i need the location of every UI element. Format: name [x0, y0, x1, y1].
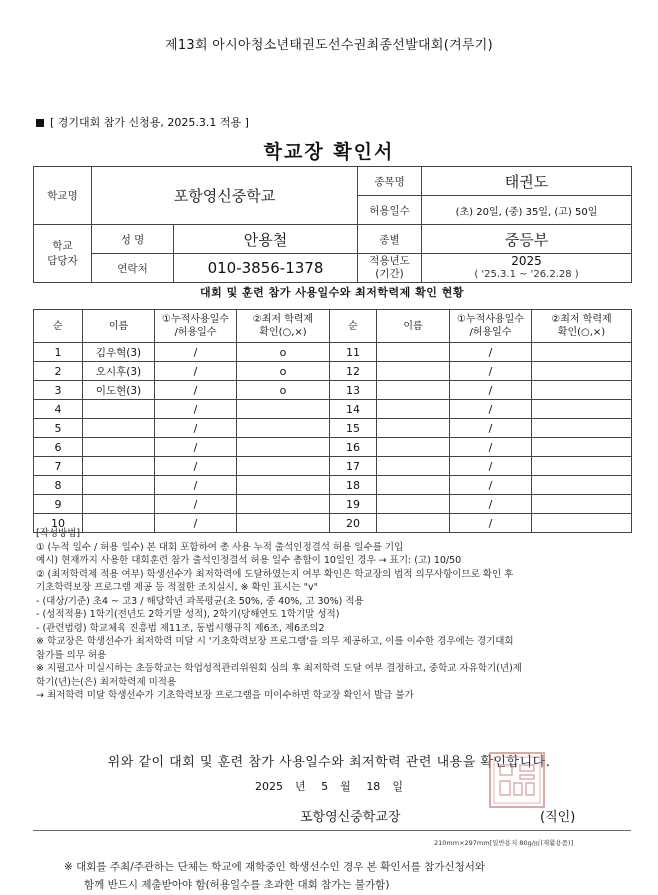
note-line: 기초학력보장 프로그램 제공 등 적절한 조치실시, ※ 확인 표시는 "v": [36, 582, 318, 593]
principal-name: 포항영신중학교장: [300, 810, 401, 825]
allowed-days-value: (초) 20일, (중) 35일, (고) 50일: [422, 196, 632, 225]
row-name: 김우혁(3): [83, 343, 155, 362]
row-min: o: [237, 362, 330, 381]
official-seal-icon: [488, 751, 546, 809]
header-name: 이름: [83, 310, 155, 343]
row-name: [377, 400, 450, 419]
header-days: ①누적사용일수 /허용일수: [450, 310, 532, 343]
row-name: [83, 400, 155, 419]
date-line: [0, 778, 658, 794]
date-year: 2025: [255, 780, 284, 793]
date-day-unit: 일: [392, 780, 403, 793]
row-min: [237, 457, 330, 476]
row-no: 7: [34, 457, 83, 476]
row-days: /: [450, 514, 532, 533]
row-no: 6: [34, 438, 83, 457]
row-min: [237, 476, 330, 495]
table-row: [34, 457, 632, 476]
table-row: [34, 438, 632, 457]
table-row: [34, 362, 632, 381]
row-days: /: [450, 362, 532, 381]
row-days: /: [450, 343, 532, 362]
date-month: 5: [321, 780, 329, 793]
note-line: [작성방법]: [36, 528, 81, 539]
note-line: 학기(년)는(은) 최저학력제 미적용: [36, 676, 177, 688]
row-name: 오시후(3): [83, 362, 155, 381]
writing-instructions: [36, 527, 636, 703]
row-min: o: [237, 381, 330, 400]
event-title: 제13회 아시아청소년태권도선수권최종선발대회(겨루기): [164, 38, 494, 53]
row-name: [377, 476, 450, 495]
row-name: [377, 381, 450, 400]
row-no: 5: [34, 419, 83, 438]
row-days: /: [155, 419, 237, 438]
paper-spec-note: 210mm×297mm[일반용지 80g/㎡(재활용품)]: [434, 839, 574, 847]
row-name: [377, 457, 450, 476]
row-days: /: [155, 362, 237, 381]
contact-label: 연락처: [92, 254, 174, 283]
row-no: 17: [330, 457, 377, 476]
table-row: [34, 476, 632, 495]
date-month-unit: 월: [340, 780, 351, 793]
row-name: [377, 362, 450, 381]
row-no: 20: [330, 514, 377, 533]
row-min: [237, 438, 330, 457]
row-name: [377, 495, 450, 514]
row-days: /: [155, 438, 237, 457]
row-name: [83, 438, 155, 457]
row-days: /: [155, 495, 237, 514]
sport-label: 종목명: [358, 167, 422, 196]
note-line: 참가를 의무 허용: [36, 649, 107, 661]
row-min: [237, 419, 330, 438]
square-bullet-icon: [36, 119, 44, 127]
row-name: [83, 419, 155, 438]
row-no: 2: [34, 362, 83, 381]
document-title: 학교장 확인서: [263, 141, 395, 163]
header-name: 이름: [377, 310, 450, 343]
footer-line: 함께 반드시 제출받아야 함(허용일수를 초과한 대회 참가는 불가함): [84, 879, 390, 891]
table-row: [34, 400, 632, 419]
row-no: 4: [34, 400, 83, 419]
header-no: 순: [34, 310, 83, 343]
note-line: - (대상/기준) 초4 ~ 고3 / 해당학년 과목평균(초 50%, 중 40%, 고 30%) 적용: [36, 595, 364, 607]
manager-label: 학교 담당자: [34, 225, 92, 283]
row-days: /: [155, 476, 237, 495]
row-days: /: [155, 343, 237, 362]
row-min: [237, 400, 330, 419]
row-no: 15: [330, 419, 377, 438]
row-no: 1: [34, 343, 83, 362]
row-no: 18: [330, 476, 377, 495]
footer-note: [64, 858, 485, 894]
note-line: → 최저학력 미달 학생선수가 기초학력보장 프로그램을 미이수하면 학교장 확인서 발급 불가: [36, 690, 414, 701]
header-no: 순: [330, 310, 377, 343]
row-name: 이도현(3): [83, 381, 155, 400]
row-days: /: [155, 457, 237, 476]
row-name: [377, 438, 450, 457]
row-min: [532, 343, 632, 362]
status-title: 대회 및 훈련 참가 사용일수와 최저학력제 확인 현황: [200, 286, 464, 299]
table-row: [34, 419, 632, 438]
row-name: [83, 495, 155, 514]
row-days: /: [450, 457, 532, 476]
row-no: 12: [330, 362, 377, 381]
header-days: ①누적사용일수 /허용일수: [155, 310, 237, 343]
row-min: [532, 419, 632, 438]
row-name: [377, 419, 450, 438]
row-no: 19: [330, 495, 377, 514]
row-name: [83, 457, 155, 476]
table-row: [34, 381, 632, 400]
school-name: 포항영신중학교: [92, 167, 358, 225]
note-line: - (관련법령) 학교체육 진흥법 제11조, 동법시행규칙 제6조, 제6조의2: [36, 622, 325, 634]
divider: [33, 830, 631, 831]
row-no: 14: [330, 400, 377, 419]
school-label: 학교명: [34, 167, 92, 225]
confirmation-statement: 위와 같이 대회 및 훈련 참가 사용일수와 최저학력 관련 내용을 확인합니다.: [107, 755, 551, 770]
row-min: [532, 457, 632, 476]
row-no: 10: [34, 514, 83, 533]
note-line: 예시) 현재까지 사용한 대회훈련 참가 출석인정결석 허용 일수 총합이 10일인 경우 → 표기: (고) 10/50: [36, 555, 462, 566]
row-days: /: [450, 419, 532, 438]
row-no: 11: [330, 343, 377, 362]
row-days: /: [450, 495, 532, 514]
row-min: [532, 495, 632, 514]
header-min: ②최저 학력제 확인(○,×): [532, 310, 632, 343]
row-no: 13: [330, 381, 377, 400]
status-grid: [33, 309, 632, 533]
row-days: /: [155, 400, 237, 419]
row-name: [83, 476, 155, 495]
row-name: [377, 343, 450, 362]
date-day: 18: [366, 780, 381, 793]
seal-label: (직인): [540, 810, 576, 825]
table-row: [34, 343, 632, 362]
row-min: [532, 362, 632, 381]
form-note-text: [ 경기대회 참가 신청용, 2025.3.1 적용 ]: [50, 116, 249, 129]
row-days: /: [450, 381, 532, 400]
row-days: /: [450, 438, 532, 457]
row-min: [532, 400, 632, 419]
note-line: - (성적적용) 1학기(전년도 2학기말 성적), 2학기(당해연도 1학기말 성적): [36, 609, 340, 620]
allowed-days-label: 허용일수: [358, 196, 422, 225]
row-no: 8: [34, 476, 83, 495]
contact-value: 010-3856-1378: [174, 254, 358, 283]
row-no: 9: [34, 495, 83, 514]
row-min: o: [237, 343, 330, 362]
name-label: 성 명: [92, 225, 174, 254]
year-cell: [422, 254, 632, 283]
row-min: [532, 381, 632, 400]
header-min: ②최저 학력제 확인(○,×): [237, 310, 330, 343]
row-days: /: [450, 476, 532, 495]
year-label: 적용년도 (기간): [358, 254, 422, 283]
row-days: /: [155, 381, 237, 400]
name-value: 안용철: [174, 225, 358, 254]
form-note: [36, 114, 249, 130]
note-line: ※ 학교장은 학생선수가 최저학력 미달 시 '기초학력보장 프로그램'을 의무 제공하고, 이를 이수한 경우에는 경기대회: [36, 636, 514, 647]
row-days: /: [450, 400, 532, 419]
sport-value: 태권도: [422, 167, 632, 196]
row-days: /: [155, 514, 237, 533]
note-line: ② (최저학력제 적용 여부) 학생선수가 최저학력에 도달하였는지 여부 확인은 학교장의 법적 의무사항이므로 확인 후: [36, 568, 514, 580]
row-min: [237, 495, 330, 514]
row-min: [532, 438, 632, 457]
note-line: ※ 지필고사 미실시하는 초등학교는 학업성적관리위원회 심의 후 최저학력 도달 여부 결정하고, 중학교 자유학기(년)제: [36, 663, 522, 674]
row-no: 16: [330, 438, 377, 457]
year-value: 2025: [511, 254, 542, 268]
row-no: 3: [34, 381, 83, 400]
note-line: ① (누적 일수 / 허용 일수) 본 대회 포함하여 총 사용 누적 출석인정결석 허용 일수를 기입: [36, 541, 404, 553]
category-label: 종별: [358, 225, 422, 254]
category-value: 중등부: [422, 225, 632, 254]
footer-line: ※ 대회를 주최/주관하는 단체는 학교에 재학중인 학생선수인 경우 본 확인서를 참가신청서와: [64, 861, 486, 873]
table-row: [34, 495, 632, 514]
row-min: [532, 476, 632, 495]
info-table: [33, 166, 632, 283]
date-year-unit: 년: [295, 780, 306, 793]
period-value: ( '25.3.1 ~ '26.2.28 ): [474, 269, 579, 280]
